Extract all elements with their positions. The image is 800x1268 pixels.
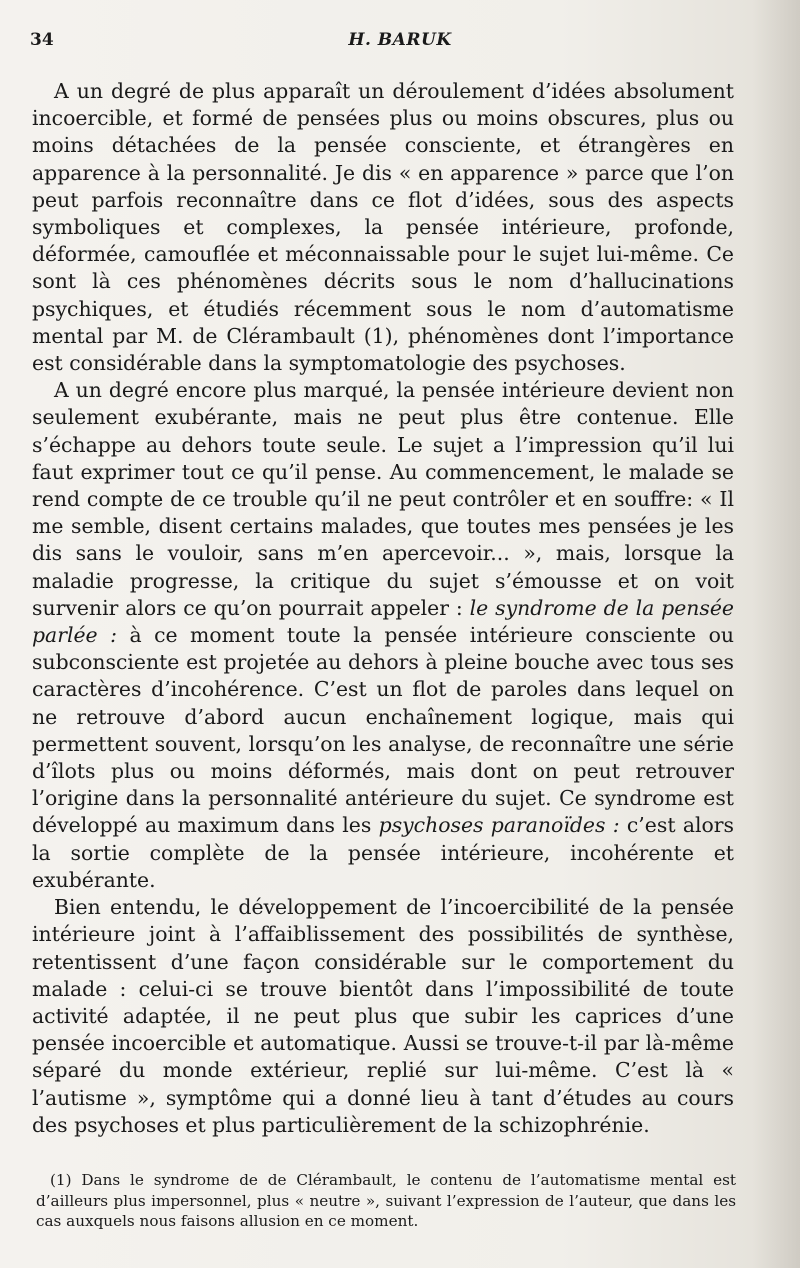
italic-term-syndrome: le syndrome de la pensée parlée :: [32, 595, 734, 648]
text-segment: à ce moment toute la pensée intérieure consciente ou subconsciente est projetée au dehors à pleine bouche avec tous ses caractères d’incohérence. C’est un flot de paroles dans lequel on ne retrouve d’abord aucun enchaînement logique, mais qui permettent souvent, lorsqu’on les analyse, de reconnaître une série d’îlots plus ou moins déformés, mais dont on peut retrouver l’origine dans la personnalité antérieure du sujet. Ce syndrome est développé au maximum dans les: [32, 623, 734, 838]
paragraph-autisme: [32, 894, 734, 1139]
running-title: H. BARUK: [348, 30, 452, 50]
page-header: [30, 30, 770, 58]
text-segment: Bien entendu, le développement de l’incoercibilité de la pensée intérieure joint à l’affaiblissement des possibilités de synthèse, retentissent d’une façon considérable sur le comportement du malade : celui-ci se trouve bientôt dans l’impossibilité de toute activité adaptée, il ne peut plus que subir les caprices d’une pensée incoercible et automatique. Aussi se trouve-t-il par là-même séparé du monde extérieur, replié sur lui-même. C’est là « l’autisme », symptôme qui a donné lieu à tant d’études au cours des psychoses et plus particulièrement de la schizophrénie.: [32, 895, 734, 1137]
paragraph-automatisme: [32, 78, 734, 377]
body-text: [32, 78, 734, 1139]
paragraph-pensee-parlee: [32, 377, 734, 894]
text-segment: c’est alors la sortie complète de la pensée intérieure, incohérente et exubérante.: [32, 813, 734, 892]
text-segment: A un degré encore plus marqué, la pensée intérieure devient non seulement exubérante, mais ne peut plus être contenue. Elle s’échappe au dehors toute seule. Le sujet a l’impression qu’il lui faut exprimer tout ce qu’il pense. Au commencement, le malade se rend compte de ce trouble qu’il ne peut contrôler et en souffre: « Il me semble, disent certains malades, que toutes mes pensées je les dis sans le vouloir, sans m’en apercevoir... », mais, lorsque la maladie progresse, la critique du sujet s’émousse et on voit survenir alors ce qu’on pourrait appeler :: [32, 378, 734, 620]
text-segment: A un degré de plus apparaît un déroulement d’idées absolument incoercible, et formé de pensées plus ou moins obscures, plus ou moins détachées de la pensée consciente, et étrangères en apparence à la personnalité. Je dis « en apparence » parce que l’on peut parfois reconnaître dans ce flot d’idées, sous des aspects symboliques et complexes, la pensée intérieure, profonde, déformée, camouflée et méconnaissable pour le sujet lui-même. Ce sont là ces phénomènes décrits sous le nom d’hallucinations psychiques, et étudiés récemment sous le nom d’automatisme mental par M. de Clérambault (1), phénomènes dont l’importance est considérable dans la symptomatologie des psychoses.: [32, 79, 734, 376]
italic-term-psychoses: psychoses paranoïdes :: [378, 813, 620, 838]
footnote: (1) Dans le syndrome de de Clérambault, le contenu de l’automatisme mental est d’ailleurs plus impersonnel, plus « neutre », suivant l’expression de l’auteur, que dans les cas auxquels nous faisons allusion en ce moment.: [36, 1171, 736, 1230]
page-number: 34: [30, 30, 54, 50]
